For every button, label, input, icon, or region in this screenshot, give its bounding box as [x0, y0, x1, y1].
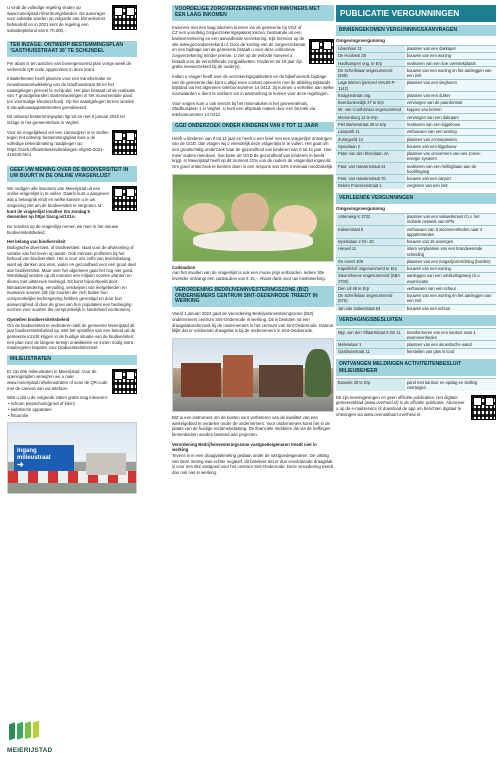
paragraph: Vanaf 1 januari 2022 gaat de Verordening Bedrijveninvesteringszone (BIZ) ondernemers centrum Sint-Oedenrode in werking. Dit is besloten na een draagvlakonderzoek bij de ondernemers in het centrum van Sint-Oedenrode. Daaruit blijkt dat er voldoende draagvlak is bij de ondernemers in Sint-Oedenrode. — [172, 311, 333, 334]
address-cell: Morsenburg 12 te Erp — [336, 114, 405, 121]
description-cell: bouwen van 16 woningen — [405, 238, 496, 245]
description-cell: plaatsen van een vakwerkmast t.b.v. het mobiele netwerk van KPN — [405, 213, 496, 225]
sign-board — [14, 445, 74, 471]
qr-block — [7, 369, 137, 396]
paragraph: BIZ is een instrument om de kosten voor verbeteren van de kwaliteit van een winkelgebied te verdelen onder de ondernemers. Voor ondernemers komt het in de plaats van de huidige reclamebelasting. De financiële middelen die via de heffingen binnenkomen worden besteed aan projecten. — [172, 414, 331, 437]
table-row — [336, 265, 496, 272]
description-cell: verbouwen van een woning — [405, 128, 496, 135]
footer-text: Dit zijn kennisgevingen en geen officiële publicaties. Het digitale gemeenteblad (www.overheid.nl) is de officiële publicatie. Abonneer u op de e-mailservice of download de app om berichten digitaal te ontvangen via www.overuwbuurt.overheid.nl. — [336, 394, 465, 417]
table-row — [336, 128, 496, 135]
section-heading-ggd: GGD ONDERZOEK ONDER KINDEREN VAN 0 TOT 11 JAAR — [172, 122, 334, 132]
description-cell: realiseren van een koe overstekplaats — [405, 60, 496, 67]
description-cell: verbouwen van 6 woonneenheden naar 4 appartementen — [405, 226, 496, 238]
description-cell: kappen van bomen — [405, 106, 496, 113]
description-cell: plaatsen van een akoestische wand — [405, 341, 496, 348]
table-row — [336, 304, 496, 311]
paragraph: Voor vragen kunt u ook terecht bij het minimaloket in het gemeentehuis, Stadhuisplein 1 in Veghel. U kunt een afspraak maken door een bezoek via telefoonnummer 14 0413. — [172, 100, 316, 118]
address-cell: De Scheifelaar ongenummerd (575) — [336, 292, 405, 304]
qr-code-icon[interactable] — [112, 186, 137, 211]
address-cell: Kruigenstraat ong. — [336, 92, 405, 99]
list-item: • elektrische apparaten — [8, 406, 52, 412]
table-row — [336, 379, 496, 391]
table-row — [336, 175, 496, 182]
milieustraat-photo — [7, 422, 137, 494]
address-cell: Jan van Galenstraat 63 — [336, 304, 405, 311]
description-cell: transformeren van een kantoor naar 4 woonneenheden — [405, 328, 496, 340]
address-cell: Mr. van Coothstraat ongenummerd — [336, 106, 405, 113]
address-cell: Past. van Haarenstraat 70 — [336, 175, 405, 182]
description-cell: bouwen van een carport — [405, 175, 496, 182]
tree — [305, 349, 331, 397]
aanvragen-table — [336, 45, 496, 189]
building — [223, 355, 253, 397]
page-title: PUBLICATIE VERGUNNINGEN — [336, 5, 496, 22]
table-row — [336, 99, 496, 106]
address-cell: Spoorlaan 2 — [336, 143, 405, 150]
list-item: • schoon piepschuim(groot of klein) — [8, 401, 75, 407]
qr-block — [172, 25, 334, 74]
paragraph: Wist u dat u de volgende zaken gratis mag inleveren: — [7, 395, 109, 401]
description-cell: pand met kantoor en opslag en stalling voertuigen — [405, 379, 496, 391]
address-cell: Pater van den Elsenlaan 4A — [336, 150, 405, 162]
description-cell: realiseren van een bijgebouw — [405, 121, 496, 128]
description-cell: plaatsen van omvormers van een zonne-energie systeem — [405, 150, 496, 162]
description-cell: intern verplaatsen van een brandwerende scheiding — [405, 245, 496, 257]
table-row — [336, 238, 496, 245]
bullet-list — [7, 401, 137, 418]
description-cell: bouwen van een bijgebouw — [405, 143, 496, 150]
intro-block — [7, 5, 137, 37]
description-cell: bouwen van een woning en het aanleggen van een inrit — [405, 67, 496, 79]
table-row — [336, 341, 496, 348]
building — [259, 365, 303, 397]
table-row — [336, 121, 496, 128]
address-cell: Steenshoeve ongenummerd (SBA 2700) — [336, 272, 405, 284]
address-cell: Laarpark 11 — [336, 128, 405, 135]
verdaging-table — [336, 328, 496, 355]
table-row — [336, 136, 496, 143]
table-row — [336, 106, 496, 113]
table-row — [336, 285, 496, 292]
address-cell: Den Uil 48 te Erp — [336, 285, 405, 292]
section-heading-milieustraten: MILIEUSTRATEN — [7, 355, 137, 365]
street-photo — [172, 338, 334, 412]
description-cell: bouwen van een schuur — [405, 304, 496, 311]
verleend-table — [336, 213, 496, 312]
table-row — [336, 60, 496, 67]
table-row — [336, 52, 496, 59]
section-heading-biodiversiteit: GEEF UW MENING OVER DE BIODIVERSITEIT IN UW BUURT IN DE ONLINE VRAGENLIJST — [7, 166, 137, 182]
deadline-text: U kunt de vragenlijst invullen t/m zondag 5 december op https://arcg.is/1X1n. — [7, 202, 102, 220]
address-cell: Iependaan 2 t/m 4G — [336, 238, 405, 245]
address-cell: Bussele 28 te Erp — [336, 379, 405, 391]
table-row — [336, 79, 496, 91]
section-heading-verdaging: VERDAGINGSBESLUITEN — [336, 315, 496, 326]
building — [181, 363, 221, 397]
address-cell: Hoolkampen ong. te Erp — [336, 60, 405, 67]
meierijstad-logo — [7, 719, 53, 755]
description-cell: bouwen van een woning — [405, 265, 496, 272]
address-cell: Lage Biezen (perceel VHL00-P-1142) — [336, 79, 405, 91]
table-row — [336, 67, 496, 79]
paragraph: Biologische diversiteit, of biodiversiteit, staat voor de afwisseling of variatie van het leven op aarde. Ook mensen profiteren bij het behoud van biodiversiteit. Het is voor ons zelfs van levensbelang, want wij danken ons eten, water en gezondheid voor een groot deel aan biodiversiteit. Maar over het algemeen gaat het nog niet goed. Wereldwijd worden op dit moment een miljoen soorten planten en dieren met uitsterven bedreigd. Dit komt bijvoorbeeld door klimaatverandering, vervuiling, verdwijnen van leefgebieden en invasieve soorten (dit zijn soorten die zich buiten hun oorspronkelijke leefomgeving hebben gevestigd en door hun aanwezigheid of door de groei van hun populaties een bedreiging vormen voor soorten die oorspronkelijk in Nederland voorkomen). — [7, 244, 136, 313]
description-cell: plaatsen van een dakkapel — [405, 45, 496, 52]
section-heading-meldingen: ONTVANGEN MELDINGEN ACTIVITEITENBESLUIT MILIEUBEHEER — [336, 359, 496, 376]
description-cell: aanleggen van een ontsluitingsweg t.b.v. woonlocatie — [405, 272, 496, 284]
table-row — [336, 292, 496, 304]
paragraph: Heeft u kinderen van 0 tot 11 jaar en heeft u een brief met een vragenlijst ontvangen van de GGD, dan vragen wij u vriendelijk deze vragenlijst in te vullen. Het gaat om een grootschalig onderzoek naar de gezondheid van kinderen van 0 tot 11 jaar. Hoe meer ouders meedoen, hoe beter de GGD de gezondheid van kinderen in beeld krijgt. In Meierijstad heeft op dit moment 21% van de ouders de vragenlijst ingevuld. Om goed onderzoek te kunnen doen is een respons van 34% minimaal noodzakelijk. — [172, 135, 334, 169]
address-cell: Past. van Haarenstraat 44 — [336, 163, 405, 175]
paragraph: Tevens is er een draagvlakmeting gedaan onder de vastgoedeigenaren. De uitslag van deze meting was echter negatief, dit betekent dat er dus onvoldoende draagvlak is voor een BIZ vastgoed voor het centrum Sint-Oedenrode. Deze verordening treedt dan ook niet in werking. — [172, 452, 333, 475]
address-cell: De Scheifelaar ongenummerd (539) — [336, 67, 405, 79]
address-cell: Ulvenhout 11 — [336, 45, 405, 52]
qr-block — [7, 130, 137, 162]
sign-text: Ingang — [17, 448, 37, 455]
section-heading-zorgverzekering: VOORDELIGE ZORGVERZEKERING VOOR INWONERS MET EEN LAAG INKOMEN — [172, 5, 334, 21]
paragraph: Voor de mogelijkheid om een zienswijzen in te stellen tegen het ontwerp bestemmingsplan kunt u de volledige bekendmaking raadplegen op: https://zoek.officielebekendmakingen.nl/gmb-2021-416340.html — [7, 129, 109, 158]
list-item: • frituurolie — [8, 412, 29, 418]
table-row — [336, 328, 496, 340]
table-row — [336, 163, 496, 175]
description-cell: plaatsen van een duiker — [405, 92, 496, 99]
address-cell: Deken Franssenstraat 1 — [336, 182, 405, 189]
address-cell: Boerdonksedijk 37 te Erp — [336, 99, 405, 106]
sign-text: milieustraat — [17, 454, 51, 461]
description-cell: verbouwen van een schuur — [405, 285, 496, 292]
address-cell: Mgr. van den Tillaartstraat 5 t/m 11 — [336, 328, 405, 340]
child-figure — [231, 193, 269, 233]
paragraph: Er zijn drie milieustraten in Meierijstad. Voor de openingstijden verwijzen we u naar www.meierijstad.nl/milieustraten of scan de QR-code met de camera van uw telefoon. — [7, 368, 108, 391]
description-cell: vergroten van een inrit — [405, 182, 496, 189]
children-photo — [172, 174, 334, 262]
paragraph: Indien u vragen heeft over de verzekeringspakketten en de bijbehorende bijdrage van de gemeente dan kunt u altijd even contact opnemen met de afdeling Bijstands Bijstand via het algemeen telefoonnummer 14 0413. Zij kunnen u vertellen aan welke voorwaarden u dient te voldoen om in aanmerking te komen voor deze regelingen. — [172, 74, 334, 97]
table-row — [336, 226, 496, 238]
description-cell: realiseren van een hellingbaan aan de hoofdingang — [405, 163, 496, 175]
description-cell: herstellen van glas in lood — [405, 348, 496, 355]
column-right — [336, 5, 496, 420]
section-heading-bestemmingsplan: TER INZAGE: ONTWERP BESTEMMINGSPLAN 'GASTHUISSTRAAT 36' TE SCHIJNDEL — [7, 41, 137, 57]
address-cell: De Amert 409 — [336, 258, 405, 265]
table-row — [336, 348, 496, 355]
subheading: Opstellen biodiversiteitsbeleid — [7, 316, 70, 322]
address-cell: Piet Bartenstraat 36 te Erp — [336, 121, 405, 128]
address-cell: Zuringveld 13 — [336, 136, 405, 143]
table-row — [336, 182, 496, 189]
qr-code-icon[interactable] — [112, 130, 137, 155]
table-row — [336, 143, 496, 150]
column-left — [7, 5, 137, 494]
subheading: Omgevingsvergunning — [336, 37, 386, 43]
column-middle — [172, 5, 334, 480]
table-row — [336, 45, 496, 52]
subheading: Het belang van biodiversiteit — [7, 239, 66, 245]
meldingen-table — [336, 378, 496, 390]
address-cell: Heuvel 11 — [336, 245, 405, 257]
subheading: Omgevingsvergunning — [336, 205, 386, 211]
qr-code-icon[interactable] — [309, 39, 334, 64]
subheading: Cadeaubon — [172, 264, 196, 270]
paragraph: Aan het invullen van de vragenlijst is ook een mooie prijs verbonden. Iedere 30e invender ontvangt een cadeaubon van € 15,-. Alvast dank voor uw medewerking. — [172, 270, 326, 281]
section-heading-aanvragen: BINNENGEKOMEN VERGUNNINGSAANVRAGEN — [336, 25, 496, 36]
paragraph: De reacties op de vragenlijst nemen we mee in het nieuwe biodiversiteitsbeleid. — [7, 223, 119, 235]
subheading: Verordening Bedrijfsinvesteringszone vastgoedeigenaren treedt niet in werking — [172, 441, 317, 453]
address-cell: Meleselaar 1 — [336, 341, 405, 348]
section-heading-verleend: VERLEENDE VERGUNNINGEN — [336, 193, 496, 204]
logo-mark-icon — [7, 719, 47, 745]
address-cell: Gasthuisstraat 11 — [336, 348, 405, 355]
table-row — [336, 258, 496, 265]
table-row — [336, 272, 496, 284]
concrete-block — [86, 453, 126, 475]
address-cell: De Hoolvest 38 — [336, 52, 405, 59]
table-row — [336, 150, 496, 162]
table-row — [336, 114, 496, 121]
intro-text: U vindt de volledige regeling vinden op www.meierijstad.nl/centrumgebieden. De aanvrager voor subsidie worden op volgorde van binnenkomst behandeld en in 2021 kent de regeling een subsidieplafond van € 70.000,-. — [7, 5, 106, 33]
paragraph: Dit ontwerp bestemmingsplan ligt tot en met 6 januari 2022 ter inzage in het gemeentehuis in Veghel. — [7, 114, 126, 126]
description-cell: bouwen van een woning en het aanleggen van een inrit — [405, 292, 496, 304]
qr-code-icon[interactable] — [471, 395, 496, 420]
arrow-right-icon: ➜ — [17, 460, 24, 470]
description-cell: plaatsen van een sleghoom — [405, 79, 496, 91]
paragraph: Per abuis is ten aanzien van bovengenoemd plan vorige week de verkeerde QR code opgenomen in deze krant. — [7, 61, 132, 72]
address-cell: Kalverstraat 5 — [336, 226, 405, 238]
child-figure — [183, 203, 225, 233]
description-cell: plaatsen van zonnepanelen — [405, 136, 496, 143]
description-cell: bouwen van een woning — [405, 52, 496, 59]
address-cell: Ustenweg K 3722 — [336, 213, 405, 225]
address-cell: Kapellehof ongenummerd te Erp — [336, 265, 405, 272]
table-row — [336, 92, 496, 99]
qr-code-icon[interactable] — [112, 369, 137, 394]
paragraph: We nodigen alle inwoners van Meierijstad uit een online-vragenlijst in te vullen. Daarin kunt u aangeven wat u belangrijk vindt en welke kansen u in uw omgeving ziet om de biodiversiteit te vergroten. — [7, 185, 109, 208]
table-row — [336, 245, 496, 257]
qr-block — [7, 186, 137, 224]
description-cell: plaatsen van een magazijnsinrichting (borden) — [405, 258, 496, 265]
paragraph-block — [7, 186, 109, 220]
paragraph: Om de biodiversiteit te verbeteren stelt de gemeente Meierijstad dit jaar biodiversiteitsbeleid op. Met het opstellen van een beleid wil de gemeente inzicht krijgen in de huidige situatie van de biodiversiteit, een plan voor de langere termijn ontwikkelen en inzien nodig extra maatregelen bepalen voor biodiversiteitsherstel. — [7, 322, 136, 351]
paragraph: Inwoners met een laag inkomen kunnen via de gemeente bij VGZ of CZ een voordelig zorgverzekeringspakket kiezen, bestaande uit een basisverzekering en een aanvullende verzekering. Kijk hiervoor op de site www.gezondverzekerd.nl. Door de korting van de zorgverzekeraar en een bijdrage van de gemeente betaalt u voor deze collectieve zorgverzekering minder premie. U ziet op de website hoeveel u betaalt voor de verschillende zorgpakketten. Kinderen tot 18 jaar zijn gratis meeverzekerd bij de ouder(s). — [172, 24, 306, 70]
paragraph: Initiatiefnemer heeft plannen voor een transformatie en nieuwbouwontwikkeling van de Gasthuisstraat 36 en het naastgelegen perceel te Schijndel. Het plan bestaat uit de realisatie van 7 grondgebonden starterswoningen in het monumentale pand (en voormalige kleuterschool). Op het naastgelegen terrein worden 8 nieuwbouwappartementen gerealiseerd. — [7, 76, 136, 110]
description-cell: vervangen van de paardenstal — [405, 99, 496, 106]
table-row — [336, 213, 496, 225]
description-cell: vervangen van een dakraam — [405, 114, 496, 121]
section-heading-biz: VERORDENING BEDRIJVENINVESTERINGSZONE (BIZ) ONDERNEMERS CENTRUM SINT-OEDENRODE TREEDT IN WERKING — [172, 286, 334, 308]
qr-code-icon[interactable] — [112, 5, 137, 30]
clothing-shape — [193, 231, 313, 251]
logo-text: MEIERIJSTAD — [7, 746, 53, 754]
footer-block — [336, 395, 496, 420]
